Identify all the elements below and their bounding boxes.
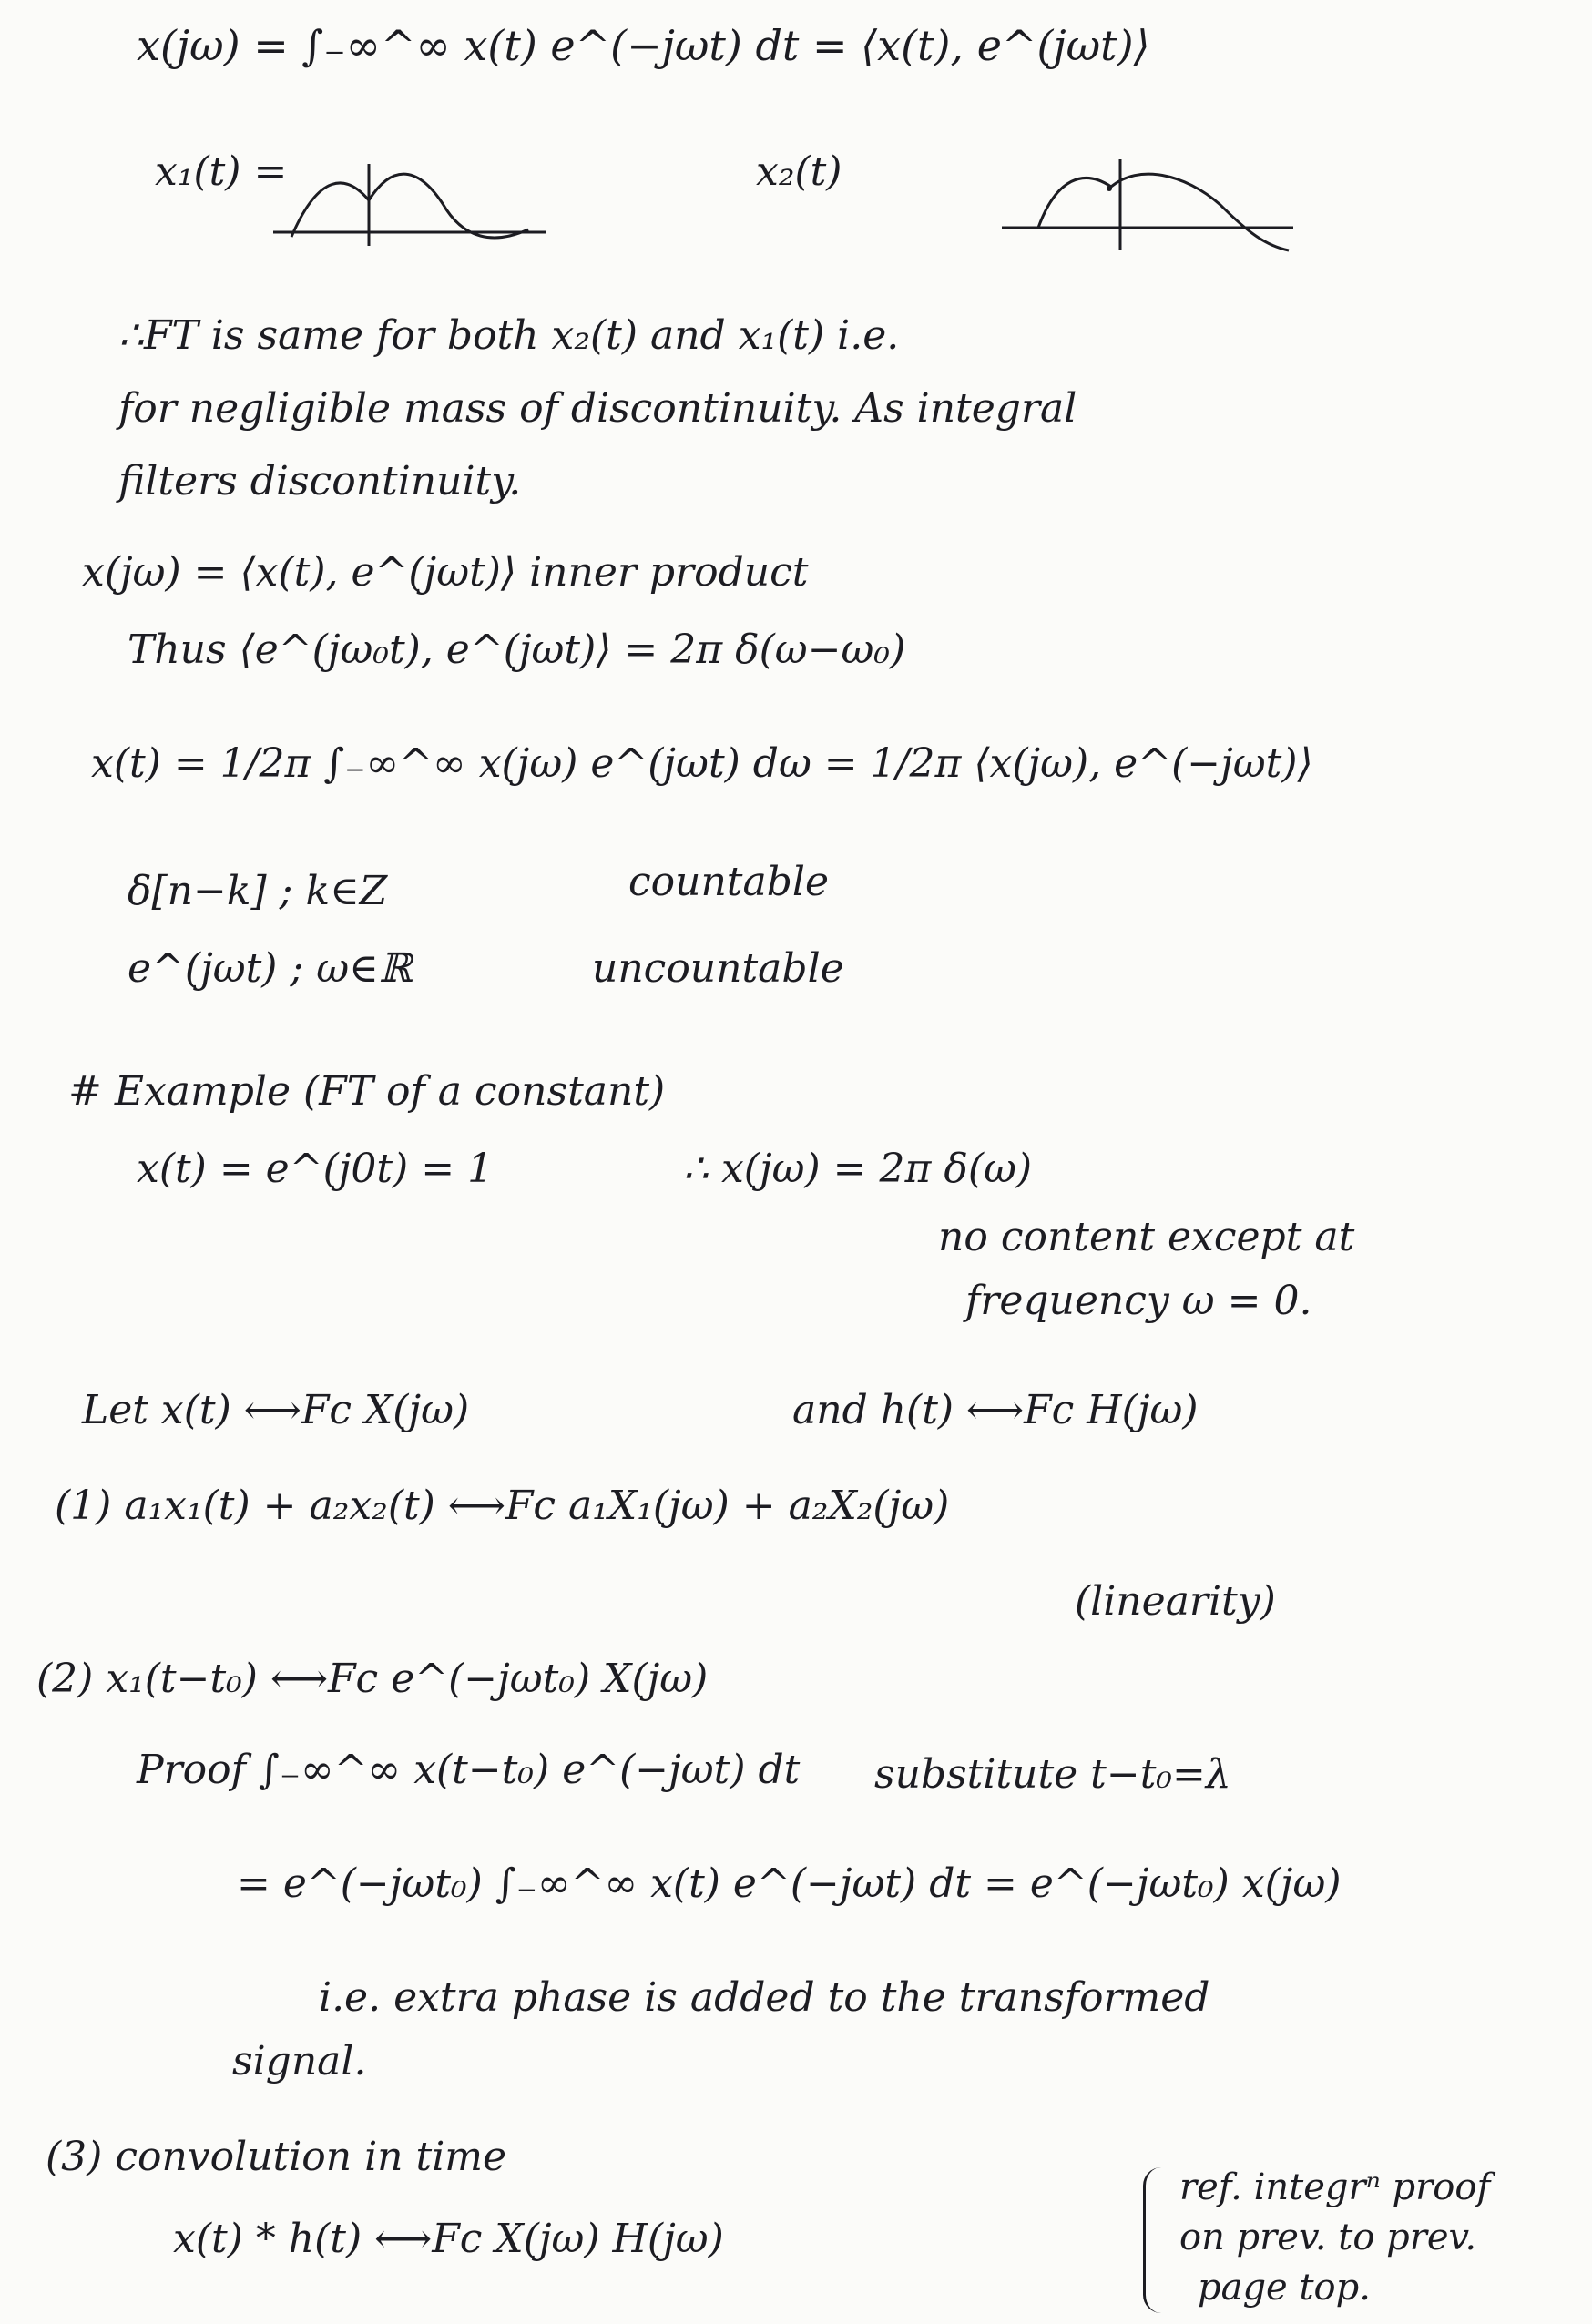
exponential-basis: e^(jωt) ; ω∈ℝ (128, 945, 413, 992)
ft-note-2: frequency ω = 0. (965, 1278, 1312, 1324)
ft-note-1: no content except at (938, 1214, 1355, 1260)
phase-note-2: signal. (232, 2038, 367, 2084)
statement-line-2: for negligible mass of discontinuity. As integral (118, 385, 1077, 432)
delta-basis: δ[n−k] ; k∈Z (128, 868, 388, 914)
uncountable-label: uncountable (592, 945, 844, 992)
statement-line-1: ∴FT is same for both x₂(t) and x₁(t) i.e. (118, 312, 900, 359)
note-brace (1143, 2167, 1173, 2313)
convolution-property: x(t) * h(t) ⟷Fc X(jω) H(jω) (173, 2216, 724, 2262)
ft-definition: x(jω) = ∫₋∞^∞ x(t) e^(−jωt) dt = ⟨x(t), e^(jωt)⟩ (137, 21, 1150, 70)
linearity-property: (1) a₁x₁(t) + a₂x₂(t) ⟷Fc a₁X₁(jω) + a₂X₂(jω) (55, 1483, 950, 1529)
constant-signal: x(t) = e^(j0t) = 1 (137, 1146, 494, 1192)
statement-line-3: filters discontinuity. (118, 458, 522, 505)
side-note-3: page top. (1198, 2267, 1371, 2309)
linearity-label: (linearity) (1075, 1578, 1276, 1625)
proof-line: Proof ∫₋∞^∞ x(t−t₀) e^(−jωt) dt (137, 1747, 801, 1793)
x1-label: x₁(t) = (155, 148, 288, 195)
countable-label: countable (628, 859, 829, 905)
side-note-2: on prev. to prev. (1179, 2217, 1477, 2258)
example-heading: # Example (FT of a constant) (68, 1068, 666, 1115)
time-shift-property: (2) x₁(t−t₀) ⟷Fc e^(−jωt₀) X(jω) (36, 1656, 709, 1702)
phase-note-1: i.e. extra phase is added to the transformed (319, 1974, 1210, 2021)
x2-label: x₂(t) (756, 148, 842, 195)
delta-orthogonality-line: Thus ⟨e^(jω₀t), e^(jωt)⟩ = 2π δ(ω−ω₀) (128, 627, 906, 673)
substitution-note: substitute t−t₀=λ (874, 1751, 1231, 1798)
x1-waveform-sketch (273, 146, 546, 255)
inner-product-line: x(jω) = ⟨x(t), e^(jωt)⟩ inner product (82, 549, 809, 596)
let-h-pair: and h(t) ⟷Fc H(jω) (792, 1387, 1199, 1433)
inverse-ft-line: x(t) = 1/2π ∫₋∞^∞ x(jω) e^(jωt) dω = 1/2π ⟨x(jω), e^(−jωt)⟩ (91, 740, 1313, 787)
proof-result: = e^(−jωt₀) ∫₋∞^∞ x(t) e^(−jωt) dt = e^(−jωt₀) x(jω) (237, 1860, 1342, 1907)
convolution-heading: (3) convolution in time (46, 2134, 507, 2180)
constant-ft: ∴ x(jω) = 2π δ(ω) (683, 1146, 1033, 1192)
x2-waveform-sketch (1002, 159, 1293, 260)
side-note-1: ref. integrⁿ proof (1179, 2166, 1491, 2208)
let-x-pair: Let x(t) ⟷Fc X(jω) (82, 1387, 470, 1433)
